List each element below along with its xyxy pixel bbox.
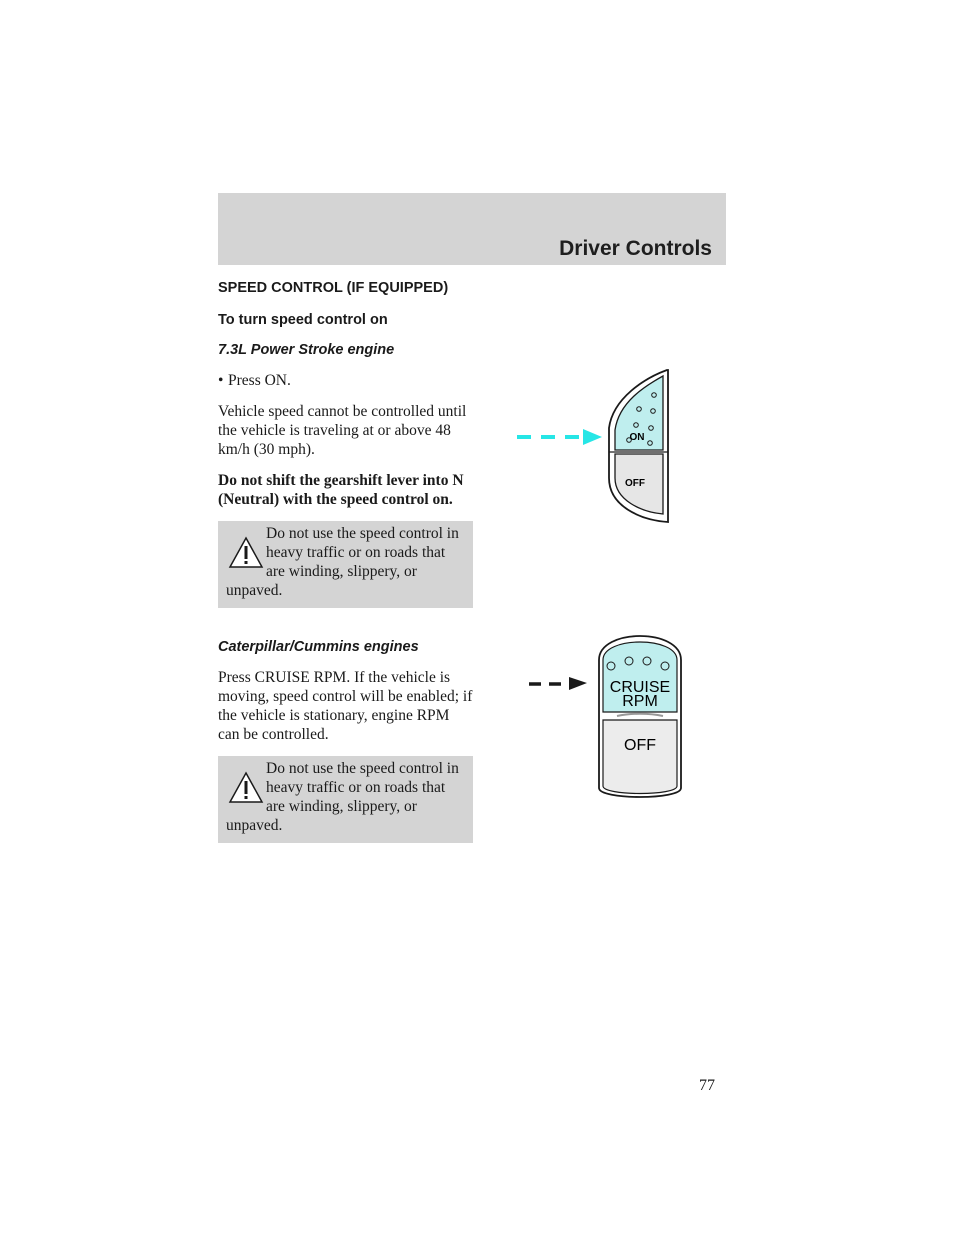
- warning-icon: [228, 536, 264, 574]
- bullet-text: Press ON.: [228, 372, 291, 389]
- page-number: 77: [699, 1077, 715, 1094]
- gearshift-warning-text: Do not shift the gearshift lever into N (Neutral) with the speed control on.: [218, 472, 464, 508]
- rocker-switch-icon: [609, 370, 668, 522]
- speed-control-switch-diagram: [505, 368, 685, 528]
- off-label: OFF: [624, 737, 656, 754]
- engine-b-title: Caterpillar/Cummins engines: [218, 639, 419, 655]
- section-title: Driver Controls: [559, 237, 712, 260]
- main-heading: SPEED CONTROL (IF EQUIPPED): [218, 280, 449, 296]
- rocker-switch-icon: [599, 636, 681, 797]
- warning-box-a: [218, 521, 473, 608]
- warning-text-a: Do not use the speed control in heavy traffic or on roads that are winding, slippery, or unpaved.: [226, 525, 459, 599]
- subheading: To turn speed control on: [218, 312, 388, 328]
- cruise-paragraph: Press CRUISE RPM. If the vehicle is moving, speed control will be enabled; if the vehicle is stationary, engine RPM can be controlled.: [218, 669, 473, 743]
- warning-text-b: Do not use the speed control in heavy traffic or on roads that are winding, slippery, or unpaved.: [226, 760, 459, 834]
- on-label: ON: [629, 432, 645, 443]
- text-column: [218, 279, 473, 843]
- bullet-dot: •: [218, 372, 224, 389]
- header-band: [218, 193, 726, 265]
- rpm-label: RPM: [622, 693, 658, 710]
- off-label: OFF: [625, 478, 645, 489]
- pointer-arrow-icon: [529, 677, 587, 690]
- cruise-label: CRUISE: [609, 679, 671, 696]
- cruise-rpm-switch-diagram: [525, 630, 695, 805]
- warning-icon: [228, 771, 264, 809]
- warning-box-b: [218, 756, 473, 843]
- pointer-arrow-icon: [517, 429, 602, 445]
- speed-paragraph: Vehicle speed cannot be controlled until the vehicle is traveling at or above 48 km/h (30 mph).: [218, 403, 467, 458]
- bullet-item: [218, 371, 473, 390]
- engine-a-title: 7.3L Power Stroke engine: [218, 342, 395, 358]
